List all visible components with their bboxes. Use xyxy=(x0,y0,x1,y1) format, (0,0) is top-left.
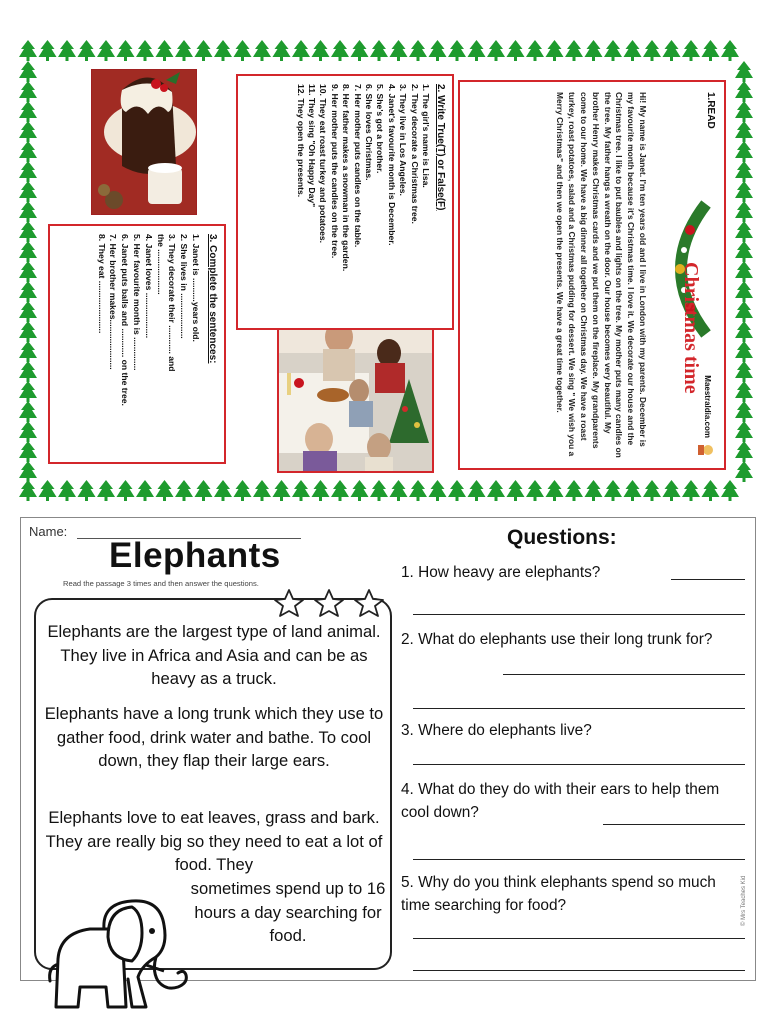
tree-icon xyxy=(19,361,37,382)
paragraph-3-end: sometimes spend up to 16 hours a day searching for food. xyxy=(190,879,386,945)
christmas-pudding-photo xyxy=(91,69,197,215)
tree-icon xyxy=(735,221,753,242)
list-item: 11. They sing "Oh Happy Day" xyxy=(306,84,317,208)
list-item: 5. She's got a brother. xyxy=(375,84,386,174)
tree-icon xyxy=(735,421,753,442)
tree-icon xyxy=(643,480,661,501)
passage-box xyxy=(34,598,392,970)
tree-icon xyxy=(351,480,369,501)
tree-icon xyxy=(682,40,700,61)
tree-icon xyxy=(546,480,564,501)
tree-icon xyxy=(195,480,213,501)
true-false-heading: 2. Write True(T) or False(F) xyxy=(435,84,446,211)
list-item: the ................... xyxy=(155,234,166,295)
tree-icon xyxy=(390,480,408,501)
copyright-credit: © Mrs Teaches Kid xyxy=(741,875,747,926)
tree-icon xyxy=(117,40,135,61)
tree-icon xyxy=(487,40,505,61)
tree-icon xyxy=(331,40,349,61)
page-title: Elephants xyxy=(109,536,281,575)
list-item: 9. Her mother puts the candles on the tree. xyxy=(329,84,340,259)
tree-icon xyxy=(370,40,388,61)
tree-icon xyxy=(19,441,37,462)
tree-icon xyxy=(19,161,37,182)
tree-icon xyxy=(663,480,681,501)
tree-icon xyxy=(702,40,720,61)
tree-icon xyxy=(507,480,525,501)
tree-icon xyxy=(735,61,753,82)
elephants-worksheet xyxy=(20,517,756,981)
tree-icon xyxy=(702,480,720,501)
tree-icon xyxy=(604,480,622,501)
list-item: 6. Janet puts balls and ............ on the tree. xyxy=(120,234,131,406)
tree-icon xyxy=(97,40,115,61)
read-heading: 1.READ xyxy=(705,92,716,129)
tree-icon xyxy=(312,40,330,61)
complete-heading: 3. Complete the sentences: xyxy=(207,234,218,364)
tree-icon xyxy=(19,480,37,501)
list-item: 2. They decorate a Christmas tree. xyxy=(409,84,420,224)
tree-icon xyxy=(735,201,753,222)
tree-icon xyxy=(351,40,369,61)
tree-icon xyxy=(735,181,753,202)
tree-icon xyxy=(195,40,213,61)
tree-icon xyxy=(735,401,753,422)
tree-icon xyxy=(721,480,739,501)
complete-sentences-box xyxy=(48,224,226,464)
paragraph-1: Elephants are the largest type of land animal. They live in Africa and Asia and can be as heavy as a truck. xyxy=(47,622,381,688)
tree-icon xyxy=(19,201,37,222)
tree-icon xyxy=(58,480,76,501)
answer-line[interactable] xyxy=(603,824,745,825)
tree-icon xyxy=(735,121,753,142)
tree-icon xyxy=(253,40,271,61)
true-false-box xyxy=(236,74,454,330)
instruction-text: Read the passage 3 times and then answer the questions. xyxy=(63,579,259,588)
tree-icon xyxy=(19,81,37,102)
name-label: Name: xyxy=(29,524,68,539)
tree-icon xyxy=(312,480,330,501)
tree-icon xyxy=(136,480,154,501)
answer-line[interactable] xyxy=(413,859,745,860)
tree-icon xyxy=(565,40,583,61)
tree-icon xyxy=(253,480,271,501)
tree-icon xyxy=(58,40,76,61)
tree-icon xyxy=(234,40,252,61)
tree-icon xyxy=(735,341,753,362)
tree-icon xyxy=(663,40,681,61)
list-item: 1. The girl's name is Lisa. xyxy=(421,84,431,188)
answer-line[interactable] xyxy=(413,614,745,615)
tree-icon xyxy=(735,81,753,102)
tree-icon xyxy=(735,241,753,262)
question-2: 2. What do elephants use their long trunk for? xyxy=(401,631,713,648)
rating-stars xyxy=(271,588,387,618)
tree-icon xyxy=(468,480,486,501)
tree-icon xyxy=(156,480,174,501)
tree-icon xyxy=(39,480,57,501)
christmas-time-title: Christmas time xyxy=(680,262,702,394)
tree-icon xyxy=(487,480,505,501)
tree-icon xyxy=(565,480,583,501)
tree-icon xyxy=(735,261,753,282)
tree-icon xyxy=(234,480,252,501)
tree-icon xyxy=(721,40,739,61)
tree-icon xyxy=(19,341,37,362)
list-item: 6. She loves Christmas. xyxy=(363,84,374,181)
answer-line[interactable] xyxy=(413,764,745,765)
tree-icon xyxy=(735,461,753,482)
tree-icon xyxy=(292,40,310,61)
paragraph-3: Elephants love to eat leaves, grass and bark. They are really big so they need to eat a lot of food. They xyxy=(45,808,383,874)
tree-icon xyxy=(19,421,37,442)
tree-icon xyxy=(735,281,753,302)
tree-icon xyxy=(409,40,427,61)
tree-icon xyxy=(19,181,37,202)
tree-icon xyxy=(409,480,427,501)
tree-icon xyxy=(643,40,661,61)
tree-icon xyxy=(19,121,37,142)
family-christmas-dinner-photo xyxy=(277,311,434,473)
tree-icon xyxy=(175,480,193,501)
tree-icon xyxy=(585,40,603,61)
tree-icon xyxy=(78,480,96,501)
complete-list xyxy=(95,234,201,454)
list-item: 3. They decorate their ............ and xyxy=(167,234,178,372)
list-item: 7. Her mother puts candles on the table. xyxy=(352,84,363,248)
tree-icon xyxy=(468,40,486,61)
tree-icon xyxy=(526,480,544,501)
tree-icon xyxy=(19,401,37,422)
list-item: 2. She lives in ................... xyxy=(179,234,190,339)
tree-icon xyxy=(331,480,349,501)
true-false-list xyxy=(294,84,431,320)
tree-icon xyxy=(19,281,37,302)
tree-icon xyxy=(273,480,291,501)
tree-icon xyxy=(214,40,232,61)
tree-icon xyxy=(117,480,135,501)
tree-icon xyxy=(448,480,466,501)
tree-icon xyxy=(735,361,753,382)
elephant-icon xyxy=(46,895,196,1019)
list-item: 8. Her father makes a snowman in the garden. xyxy=(341,84,352,272)
tree-icon xyxy=(429,40,447,61)
tree-icon xyxy=(78,40,96,61)
list-item: 4. Janet loves ................... xyxy=(143,234,154,339)
tree-icon xyxy=(39,40,57,61)
tree-icon xyxy=(19,61,37,82)
question-3: 3. Where do elephants live? xyxy=(401,722,592,739)
tree-icon xyxy=(214,480,232,501)
tree-icon xyxy=(624,40,642,61)
tree-icon xyxy=(19,461,37,482)
answer-line[interactable] xyxy=(413,708,745,709)
tree-icon xyxy=(19,101,37,122)
tree-icon xyxy=(429,480,447,501)
list-item: 3. They live in Los Angeles. xyxy=(398,84,409,196)
tree-icon xyxy=(273,40,291,61)
list-item: 1. Janet is ..........years old. xyxy=(191,234,201,342)
list-item: 5. Her favourite month is .............. xyxy=(132,234,143,371)
question-1: 1. How heavy are elephants? xyxy=(401,564,601,581)
list-item: 10. They eat roast turkey and potatoes. xyxy=(318,84,329,244)
tree-icon xyxy=(507,40,525,61)
tree-icon xyxy=(735,321,753,342)
answer-line[interactable] xyxy=(503,674,745,675)
tree-icon xyxy=(292,480,310,501)
tree-icon xyxy=(97,480,115,501)
tree-icon xyxy=(19,241,37,262)
tree-icon xyxy=(624,480,642,501)
tree-icon xyxy=(19,321,37,342)
tree-icon xyxy=(390,40,408,61)
tree-icon xyxy=(735,101,753,122)
list-item: 12. They open the presents. xyxy=(295,84,306,198)
tree-icon xyxy=(156,40,174,61)
reading-passage-box xyxy=(458,80,726,470)
list-item: 4. Janet's favourite month is December. xyxy=(386,84,397,246)
list-item: 7. Her brother makes..................... xyxy=(108,234,119,370)
tree-icon xyxy=(19,381,37,402)
tree-icon xyxy=(19,221,37,242)
list-item: 8. They eat ...................... xyxy=(96,234,107,334)
tree-icon xyxy=(19,301,37,322)
tree-icon xyxy=(19,261,37,282)
tree-icon xyxy=(526,40,544,61)
read-text: Hi! My name is Janet. I'm ten years old and I live in London with my parents. December is my favourite month because it's Christmas time. I love it. We decorate our house and the Christmas tree. I like to put baubles and lights on the tree. My mother puts many candles on the tree. My father hangs a wreath on the door. Our house becomes very beautiful. My brother Henry makes Christmas cards and we put them on the fireplace. My grandparents come to our home. We have a big dinner all together on Christmas day. We have a roast turkey, roast potatoes, salad and a Christmas pudding for dessert. We sing " We wish you a Merry Christmas" and then we open the presents. We have a great time together. xyxy=(555,92,648,458)
tree-icon xyxy=(136,40,154,61)
tree-icon xyxy=(604,40,622,61)
teacher-logo-icon xyxy=(698,442,714,458)
tree-icon xyxy=(370,480,388,501)
tree-icon xyxy=(19,141,37,162)
tree-icon xyxy=(19,40,37,61)
site-credit: Maestraldia.com xyxy=(703,375,712,438)
tree-icon xyxy=(448,40,466,61)
tree-icon xyxy=(735,141,753,162)
tree-icon xyxy=(682,480,700,501)
question-5: 5. Why do you think elephants spend so much time searching for food? xyxy=(401,874,716,914)
questions-title: Questions: xyxy=(507,526,617,549)
tree-icon xyxy=(735,441,753,462)
question-4: 4. What do they do with their ears to help them cool down? xyxy=(401,781,720,821)
tree-icon xyxy=(735,161,753,182)
tree-icon xyxy=(546,40,564,61)
tree-icon xyxy=(175,40,193,61)
tree-icon xyxy=(585,480,603,501)
tree-icon xyxy=(735,381,753,402)
answer-line[interactable] xyxy=(671,579,745,580)
paragraph-2: Elephants have a long trunk which they use to gather food, drink water and bathe. To cool down, they flap their large ears. xyxy=(44,704,384,770)
tree-icon xyxy=(735,301,753,322)
answer-line[interactable] xyxy=(413,970,745,971)
answer-line[interactable] xyxy=(413,938,745,939)
